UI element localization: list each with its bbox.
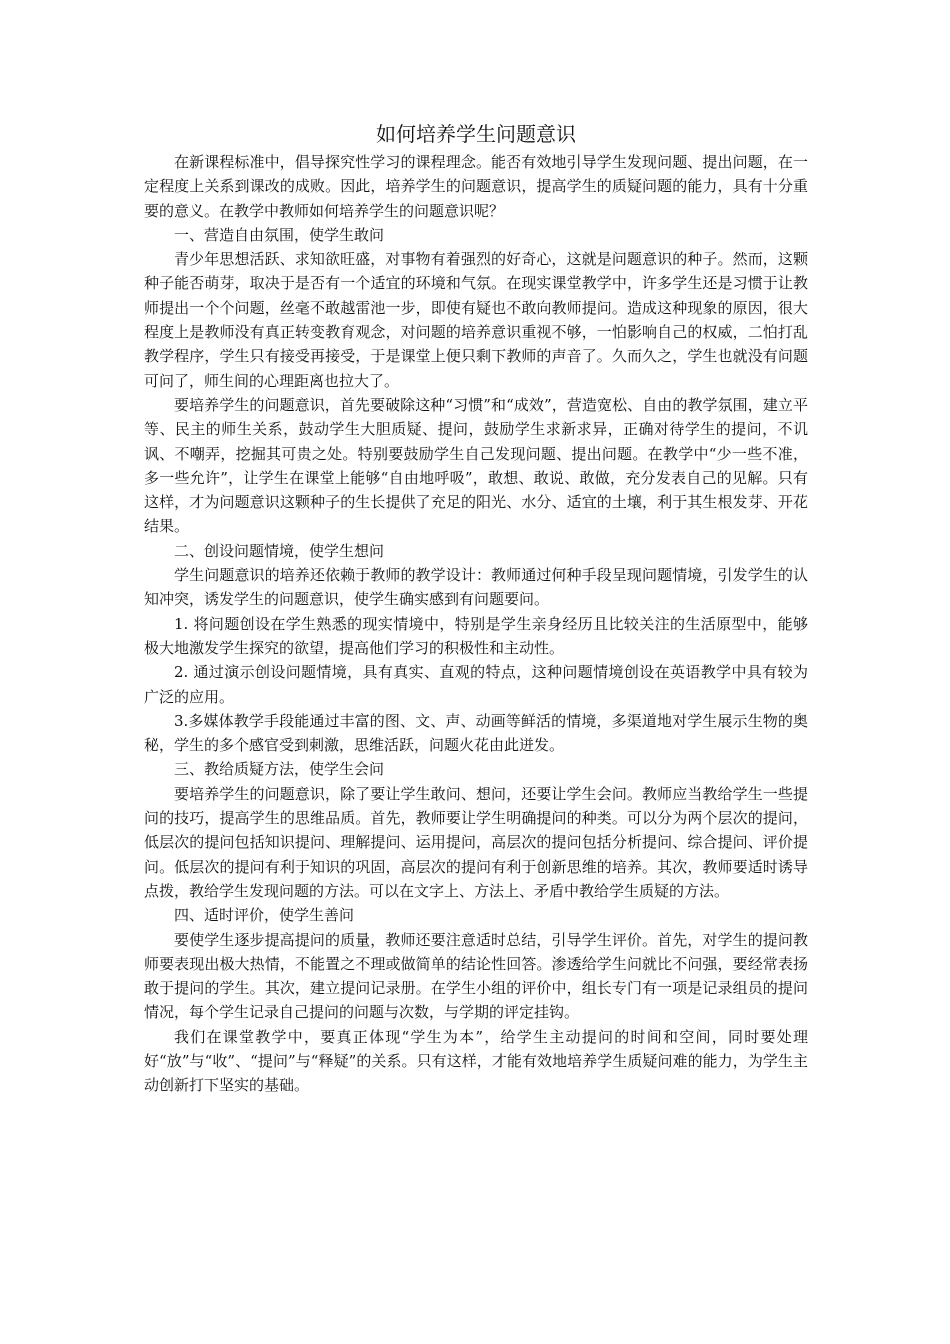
section-heading-3: 三、教给质疑方法，使学生会问 <box>174 760 385 779</box>
intro-paragraph: 在新课程标准中，倡导探究性学习的课程理念。能否有效地引导学生发现问题、提出问题，在一定程度上关系到课改的成败。因此，培养学生的问题意识，提高学生的质疑问题的能力，具有十分重要的意义。在教学中教师如何培养学生的问题意识呢？ <box>144 153 808 220</box>
body-paragraph: 要使学生逐步提高提问的质量，教师还要注意适时总结，引导学生评价。首先，对学生的提问教师要表现出极大热情，不能置之不理或做简单的结论性回答。渗透给学生问就比不问强，要经常表扬敢于提问的学生。其次，建立提问记录册。在学生小组的评价中，组长专门有一项是记录组员的提问情况，每个学生记录自己提问的问题与次数，与学期的评定挂钩。 <box>144 930 808 1022</box>
body-paragraph: 青少年思想活跃、求知欲旺盛，对事物有着强烈的好奇心，这就是问题意识的种子。然而，这颗种子能否萌芽，取决于是否有一个适宜的环境和气氛。在现实课堂教学中，许多学生还是习惯于让教师提出一个个问题，丝毫不敢越雷池一步，即使有疑也不敢向教师提问。造成这种现象的原因，很大程度上是教师没有真正转变教育观念，对问题的培养意识重视不够，一怕影响自己的权威，二怕打乱教学程序，学生只有接受再接受，于是课堂上便只剩下教师的声音了。久而久之，学生也就没有问题可问了，师生间的心理距离也拉大了。 <box>144 250 808 390</box>
section-heading-1: 一、营造自由氛围，使学生敢问 <box>174 225 385 244</box>
conclusion-paragraph: 我们在课堂教学中，要真正体现“学生为本”，给学生主动提问的时间和空间，同时要处理好“放”与“收”、“提问”与“释疑”的关系。只有这样，才能有效地培养学生质疑问难的能力，为学生主动创新打下坚实的基础。 <box>144 1027 808 1095</box>
body-paragraph: 要培养学生的问题意识，首先要破除这种“习惯”和“成效”，营造宽松、自由的教学氛围，建立平等、民主的师生关系，鼓动学生大胆质疑、提问，鼓励学生求新求异，正确对待学生的提问，不讥讽、不嘲弄，挖掘其可贵之处。特别要鼓励学生自己发现问题、提出问题。在教学中“少一些不准，多一些允许”，让学生在课堂上能够“自由地呼吸”，敢想、敢说、敢做，充分发表自己的见解。只有这样，才为问题意识这颗种子的生长提供了充足的阳光、水分、适宜的土壤，利于其生根发芽、开花结果。 <box>144 395 808 536</box>
document-page <box>144 118 808 1098</box>
document-title: 如何培养学生问题意识 <box>376 122 576 146</box>
numbered-item-3: 3.多媒体教学手段能通过丰富的图、文、声、动画等鲜活的情境，多渠道地对学生展示生物的奥秘，学生的多个感官受到刺激，思维活跃，问题火花由此迸发。 <box>144 711 808 755</box>
body-paragraph: 要培养学生的问题意识，除了要让学生敢问、想问，还要让学生会问。教师应当教给学生一些提问的技巧，提高学生的思维品质。首先，教师要让学生明确提问的种类。可以分为两个层次的提问，低层次的提问包括知识提问、理解提问、运用提问，高层次的提问包括分析提问、综合提问、评价提问。低层次的提问有利于知识的巩固，高层次的提问有利于创新思维的培养。其次，教师要适时诱导点拨，教给学生发现问题的方法。可以在文字上、方法上、矛盾中教给学生质疑的方法。 <box>144 784 808 900</box>
section-heading-4: 四、适时评价，使学生善问 <box>174 906 355 925</box>
numbered-item-2: 2. 通过演示创设问题情境，具有真实、直观的特点，这种问题情境创设在英语教学中具有较为广泛的应用。 <box>144 663 808 706</box>
body-paragraph: 学生问题意识的培养还依赖于教师的教学设计：教师通过何种手段呈现问题情境，引发学生的认知冲突，诱发学生的问题意识，使学生确实感到有问题要问。 <box>144 566 808 609</box>
section-heading-2: 二、创设问题情境，使学生想问 <box>174 541 385 560</box>
numbered-item-1: 1. 将问题创设在学生熟悉的现实情境中，特别是学生亲身经历且比较关注的生活原型中，能够极大地激发学生探究的欲望，提高他们学习的积极性和主动性。 <box>144 614 808 657</box>
